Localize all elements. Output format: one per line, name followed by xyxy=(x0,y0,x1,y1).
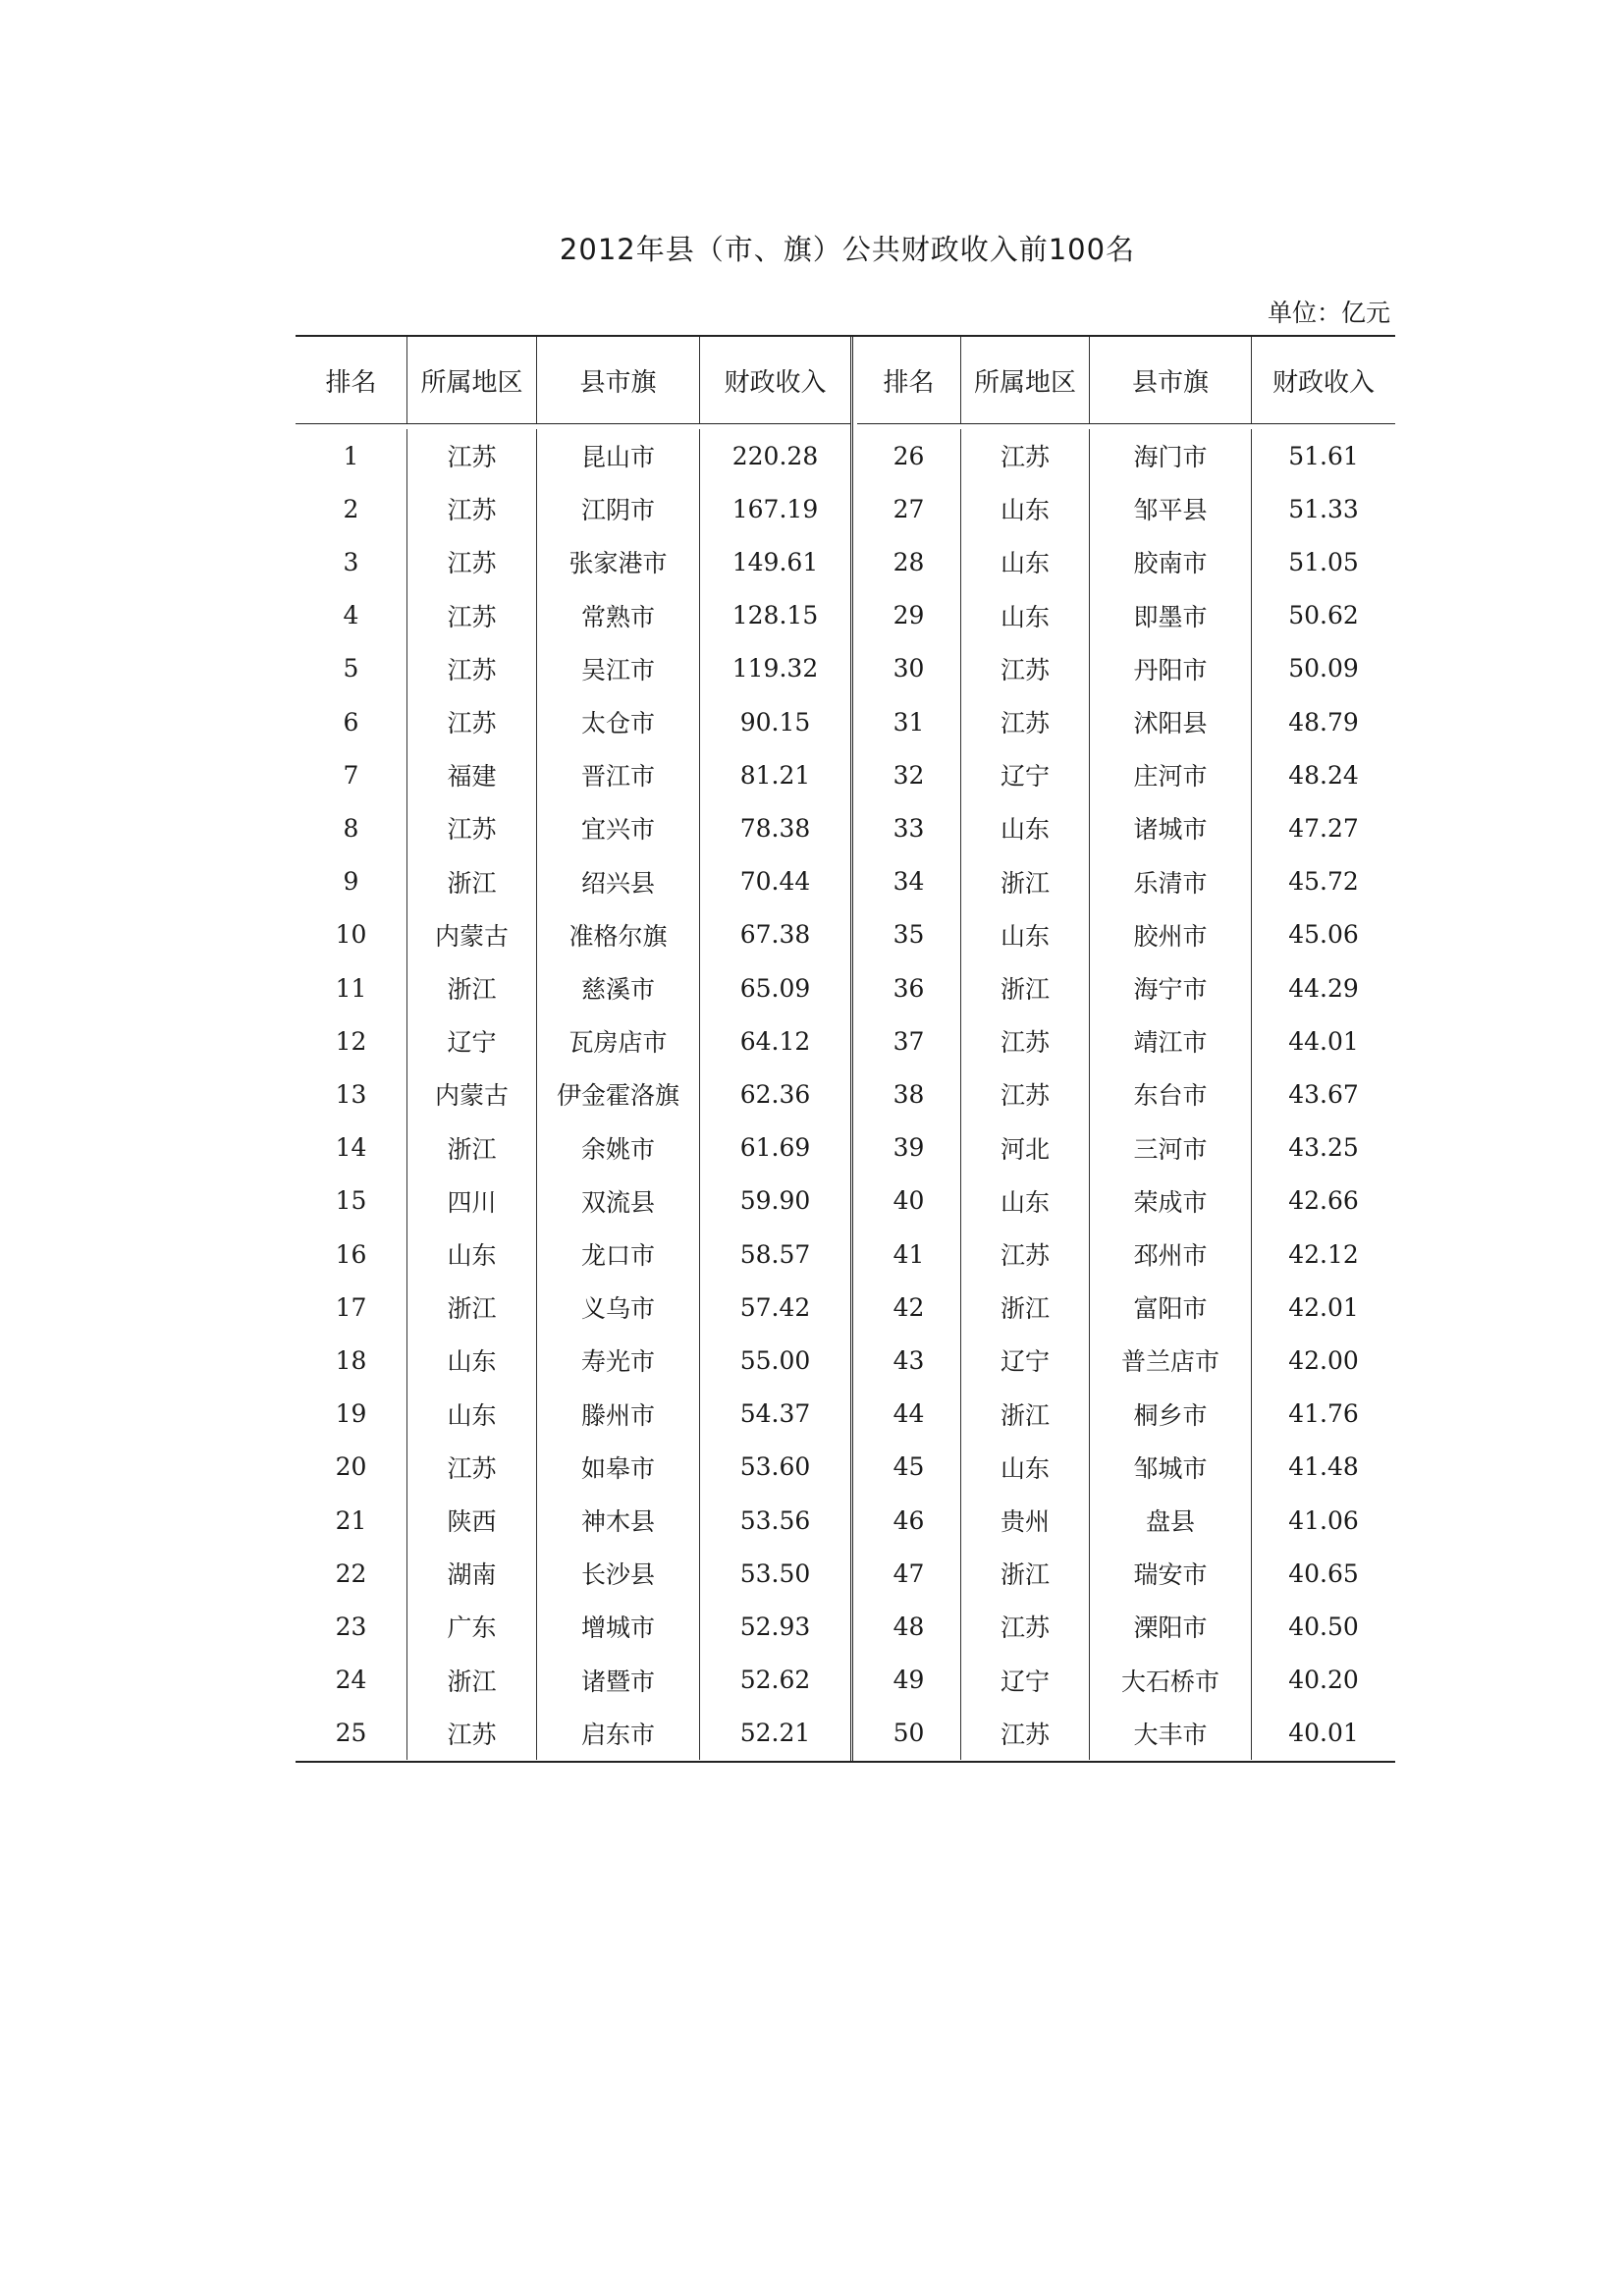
county-cell: 邹城市 xyxy=(1090,1441,1252,1494)
table-row xyxy=(296,855,850,908)
rank-cell: 43 xyxy=(857,1334,961,1387)
table-row xyxy=(857,482,1395,535)
revenue-cell: 48.79 xyxy=(1288,707,1359,737)
county-cell: 张家港市 xyxy=(537,535,700,588)
revenue-cell: 61.69 xyxy=(739,1133,811,1163)
revenue-cell: 90.15 xyxy=(739,707,811,737)
revenue-cell: 52.62 xyxy=(739,1666,811,1695)
rank-cell: 20 xyxy=(296,1441,407,1494)
revenue-cell: 47.27 xyxy=(1288,813,1359,843)
county-cell: 滕州市 xyxy=(537,1388,700,1441)
county-cell: 龙口市 xyxy=(537,1228,700,1281)
revenue-cell: 57.42 xyxy=(739,1292,811,1322)
county-cell: 即墨市 xyxy=(1090,589,1252,642)
region-cell: 山东 xyxy=(961,1441,1090,1494)
rank-cell: 46 xyxy=(857,1494,961,1547)
revenue-cell: 43.67 xyxy=(1288,1079,1359,1109)
table-row xyxy=(296,801,850,854)
region-cell: 江苏 xyxy=(407,482,537,535)
revenue-table xyxy=(296,335,1395,1763)
region-cell: 四川 xyxy=(407,1175,537,1228)
region-cell: 浙江 xyxy=(407,961,537,1014)
region-cell: 江苏 xyxy=(407,1441,537,1494)
county-cell: 大丰市 xyxy=(1090,1707,1252,1760)
county-cell: 荣成市 xyxy=(1090,1175,1252,1228)
county-cell: 伊金霍洛旗 xyxy=(537,1067,700,1121)
revenue-cell: 62.36 xyxy=(739,1079,811,1109)
region-cell: 广东 xyxy=(407,1600,537,1653)
county-cell: 乐清市 xyxy=(1090,855,1252,908)
rank-cell: 24 xyxy=(296,1654,407,1707)
county-cell: 义乌市 xyxy=(537,1281,700,1334)
rank-cell: 6 xyxy=(296,695,407,748)
rank-cell: 48 xyxy=(857,1600,961,1653)
region-cell: 江苏 xyxy=(961,1067,1090,1121)
revenue-cell: 53.60 xyxy=(739,1452,811,1482)
rank-cell: 11 xyxy=(296,961,407,1014)
table-row xyxy=(857,1441,1395,1494)
revenue-cell: 67.38 xyxy=(739,920,811,950)
table-row xyxy=(857,1014,1395,1067)
unit-label: 单位：亿元 xyxy=(1267,299,1390,327)
table-row xyxy=(857,1654,1395,1707)
table-row xyxy=(296,1067,850,1121)
table-row xyxy=(296,429,850,482)
county-cell: 晋江市 xyxy=(537,748,700,801)
region-cell: 江苏 xyxy=(961,695,1090,748)
region-cell: 山东 xyxy=(407,1334,537,1387)
region-cell: 江苏 xyxy=(961,1228,1090,1281)
revenue-cell: 52.93 xyxy=(739,1612,811,1641)
region-cell: 山东 xyxy=(961,908,1090,961)
table-row xyxy=(296,1707,850,1760)
rank-cell: 15 xyxy=(296,1175,407,1228)
county-cell: 大石桥市 xyxy=(1090,1654,1252,1707)
revenue-cell: 44.29 xyxy=(1288,973,1359,1003)
rank-cell: 16 xyxy=(296,1228,407,1281)
rank-cell: 9 xyxy=(296,855,407,908)
table-row xyxy=(857,642,1395,695)
region-cell: 浙江 xyxy=(961,961,1090,1014)
rank-cell: 17 xyxy=(296,1281,407,1334)
county-cell: 桐乡市 xyxy=(1090,1388,1252,1441)
revenue-cell: 40.50 xyxy=(1288,1612,1359,1641)
revenue-cell: 51.33 xyxy=(1288,494,1359,523)
rank-cell: 22 xyxy=(296,1547,407,1600)
county-cell: 盘县 xyxy=(1090,1494,1252,1547)
table-row xyxy=(857,1600,1395,1653)
region-cell: 内蒙古 xyxy=(407,908,537,961)
revenue-cell: 55.00 xyxy=(739,1345,811,1375)
region-cell: 辽宁 xyxy=(961,1334,1090,1387)
region-cell: 江苏 xyxy=(407,1707,537,1760)
rank-cell: 37 xyxy=(857,1014,961,1067)
header-rank: 排名 xyxy=(857,337,961,423)
region-cell: 浙江 xyxy=(961,1547,1090,1600)
table-left-half xyxy=(296,337,850,1761)
rank-cell: 13 xyxy=(296,1067,407,1121)
region-cell: 江苏 xyxy=(407,429,537,482)
revenue-cell: 149.61 xyxy=(731,547,819,576)
table-header-row xyxy=(296,337,850,424)
rank-cell: 21 xyxy=(296,1494,407,1547)
region-cell: 山东 xyxy=(961,801,1090,854)
region-cell: 内蒙古 xyxy=(407,1067,537,1121)
county-cell: 宜兴市 xyxy=(537,801,700,854)
region-cell: 浙江 xyxy=(407,1121,537,1175)
county-cell: 诸城市 xyxy=(1090,801,1252,854)
rank-cell: 42 xyxy=(857,1281,961,1334)
rank-cell: 14 xyxy=(296,1121,407,1175)
revenue-cell: 119.32 xyxy=(731,654,819,683)
table-header-row xyxy=(857,337,1395,424)
rank-cell: 38 xyxy=(857,1067,961,1121)
revenue-cell: 45.06 xyxy=(1288,920,1359,950)
rank-cell: 31 xyxy=(857,695,961,748)
table-row xyxy=(296,1600,850,1653)
rank-cell: 41 xyxy=(857,1228,961,1281)
rank-cell: 47 xyxy=(857,1547,961,1600)
rank-cell: 33 xyxy=(857,801,961,854)
revenue-cell: 40.01 xyxy=(1288,1719,1359,1748)
revenue-cell: 52.21 xyxy=(739,1719,811,1748)
rank-cell: 4 xyxy=(296,589,407,642)
rank-cell: 28 xyxy=(857,535,961,588)
county-cell: 吴江市 xyxy=(537,642,700,695)
revenue-cell: 64.12 xyxy=(739,1026,811,1056)
header-region: 所属地区 xyxy=(407,337,537,423)
region-cell: 江苏 xyxy=(961,1014,1090,1067)
table-row xyxy=(296,1547,850,1600)
county-cell: 东台市 xyxy=(1090,1067,1252,1121)
rank-cell: 44 xyxy=(857,1388,961,1441)
county-cell: 瓦房店市 xyxy=(537,1014,700,1067)
county-cell: 丹阳市 xyxy=(1090,642,1252,695)
rank-cell: 50 xyxy=(857,1707,961,1760)
county-cell: 常熟市 xyxy=(537,589,700,642)
table-row xyxy=(857,908,1395,961)
region-cell: 山东 xyxy=(961,589,1090,642)
region-cell: 浙江 xyxy=(407,855,537,908)
rank-cell: 45 xyxy=(857,1441,961,1494)
county-cell: 瑞安市 xyxy=(1090,1547,1252,1600)
county-cell: 长沙县 xyxy=(537,1547,700,1600)
rank-cell: 18 xyxy=(296,1334,407,1387)
region-cell: 浙江 xyxy=(407,1654,537,1707)
table-row xyxy=(296,695,850,748)
county-cell: 诸暨市 xyxy=(537,1654,700,1707)
county-cell: 太仓市 xyxy=(537,695,700,748)
county-cell: 富阳市 xyxy=(1090,1281,1252,1334)
table-row xyxy=(296,1281,850,1334)
county-cell: 江阴市 xyxy=(537,482,700,535)
rank-cell: 49 xyxy=(857,1654,961,1707)
county-cell: 海门市 xyxy=(1090,429,1252,482)
region-cell: 江苏 xyxy=(407,589,537,642)
table-row xyxy=(296,589,850,642)
county-cell: 增城市 xyxy=(537,1600,700,1653)
revenue-cell: 54.37 xyxy=(739,1399,811,1429)
region-cell: 辽宁 xyxy=(407,1014,537,1067)
county-cell: 启东市 xyxy=(537,1707,700,1760)
header-county: 县市旗 xyxy=(537,337,700,423)
rank-cell: 2 xyxy=(296,482,407,535)
table-row xyxy=(857,1121,1395,1175)
revenue-cell: 44.01 xyxy=(1288,1026,1359,1056)
revenue-cell: 41.06 xyxy=(1288,1505,1359,1535)
table-row xyxy=(296,1014,850,1067)
table-row xyxy=(857,1707,1395,1760)
table-row xyxy=(296,961,850,1014)
rank-cell: 34 xyxy=(857,855,961,908)
county-cell: 绍兴县 xyxy=(537,855,700,908)
county-cell: 沭阳县 xyxy=(1090,695,1252,748)
region-cell: 浙江 xyxy=(961,1388,1090,1441)
region-cell: 江苏 xyxy=(961,1600,1090,1653)
rank-cell: 27 xyxy=(857,482,961,535)
county-cell: 双流县 xyxy=(537,1175,700,1228)
table-row xyxy=(296,482,850,535)
rank-cell: 36 xyxy=(857,961,961,1014)
region-cell: 辽宁 xyxy=(961,748,1090,801)
county-cell: 溧阳市 xyxy=(1090,1600,1252,1653)
table-row xyxy=(857,535,1395,588)
county-cell: 三河市 xyxy=(1090,1121,1252,1175)
table-right-half xyxy=(857,337,1395,1761)
revenue-cell: 167.19 xyxy=(731,494,819,523)
header-revenue: 财政收入 xyxy=(724,367,827,398)
county-cell: 邹平县 xyxy=(1090,482,1252,535)
county-cell: 神木县 xyxy=(537,1494,700,1547)
region-cell: 江苏 xyxy=(961,1707,1090,1760)
rank-cell: 1 xyxy=(296,429,407,482)
revenue-cell: 43.25 xyxy=(1288,1133,1359,1163)
table-row xyxy=(857,1175,1395,1228)
revenue-cell: 51.61 xyxy=(1288,441,1359,470)
revenue-cell: 59.90 xyxy=(739,1186,811,1216)
region-cell: 湖南 xyxy=(407,1547,537,1600)
rank-cell: 5 xyxy=(296,642,407,695)
table-row xyxy=(296,748,850,801)
rank-cell: 10 xyxy=(296,908,407,961)
county-cell: 普兰店市 xyxy=(1090,1334,1252,1387)
revenue-cell: 42.12 xyxy=(1288,1239,1359,1269)
table-row xyxy=(857,695,1395,748)
county-cell: 靖江市 xyxy=(1090,1014,1252,1067)
revenue-cell: 48.24 xyxy=(1288,760,1359,790)
county-cell: 寿光市 xyxy=(537,1334,700,1387)
region-cell: 浙江 xyxy=(407,1281,537,1334)
revenue-cell: 40.65 xyxy=(1288,1558,1359,1588)
rank-cell: 8 xyxy=(296,801,407,854)
region-cell: 山东 xyxy=(961,535,1090,588)
county-cell: 昆山市 xyxy=(537,429,700,482)
revenue-cell: 65.09 xyxy=(739,973,811,1003)
region-cell: 贵州 xyxy=(961,1494,1090,1547)
revenue-cell: 42.00 xyxy=(1288,1345,1359,1375)
revenue-cell: 50.62 xyxy=(1288,601,1359,630)
revenue-cell: 41.48 xyxy=(1288,1452,1359,1482)
table-row xyxy=(857,801,1395,854)
region-cell: 江苏 xyxy=(961,642,1090,695)
rank-cell: 26 xyxy=(857,429,961,482)
header-revenue: 财政收入 xyxy=(1271,367,1375,398)
revenue-cell: 50.09 xyxy=(1288,654,1359,683)
center-double-rule xyxy=(850,337,853,1761)
county-cell: 胶州市 xyxy=(1090,908,1252,961)
table-row xyxy=(296,1334,850,1387)
rank-cell: 39 xyxy=(857,1121,961,1175)
county-cell: 庄河市 xyxy=(1090,748,1252,801)
rank-cell: 19 xyxy=(296,1388,407,1441)
rank-cell: 3 xyxy=(296,535,407,588)
county-cell: 余姚市 xyxy=(537,1121,700,1175)
region-cell: 江苏 xyxy=(407,535,537,588)
region-cell: 福建 xyxy=(407,748,537,801)
table-row xyxy=(296,535,850,588)
table-row xyxy=(857,1228,1395,1281)
table-row xyxy=(296,1441,850,1494)
table-row xyxy=(857,1281,1395,1334)
rank-cell: 29 xyxy=(857,589,961,642)
region-cell: 山东 xyxy=(961,1175,1090,1228)
revenue-cell: 42.66 xyxy=(1288,1186,1359,1216)
table-row xyxy=(857,961,1395,1014)
table-row xyxy=(857,855,1395,908)
region-cell: 江苏 xyxy=(407,642,537,695)
table-row xyxy=(857,1494,1395,1547)
county-cell: 准格尔旗 xyxy=(537,908,700,961)
table-row xyxy=(857,1334,1395,1387)
table-row xyxy=(857,1547,1395,1600)
rank-cell: 12 xyxy=(296,1014,407,1067)
revenue-cell: 128.15 xyxy=(731,601,819,630)
revenue-cell: 58.57 xyxy=(739,1239,811,1269)
revenue-cell: 42.01 xyxy=(1288,1292,1359,1322)
county-cell: 邳州市 xyxy=(1090,1228,1252,1281)
table-row xyxy=(296,1228,850,1281)
header-rank: 排名 xyxy=(296,337,407,423)
rank-cell: 30 xyxy=(857,642,961,695)
county-cell: 海宁市 xyxy=(1090,961,1252,1014)
header-region: 所属地区 xyxy=(961,337,1090,423)
table-row xyxy=(296,1388,850,1441)
table-row xyxy=(296,1175,850,1228)
table-row xyxy=(857,1067,1395,1121)
revenue-cell: 45.72 xyxy=(1288,867,1359,897)
header-county: 县市旗 xyxy=(1090,337,1252,423)
region-cell: 陕西 xyxy=(407,1494,537,1547)
region-cell: 浙江 xyxy=(961,1281,1090,1334)
table-row xyxy=(857,589,1395,642)
rank-cell: 7 xyxy=(296,748,407,801)
region-cell: 山东 xyxy=(961,482,1090,535)
region-cell: 江苏 xyxy=(407,801,537,854)
region-cell: 河北 xyxy=(961,1121,1090,1175)
table-row xyxy=(296,1494,850,1547)
region-cell: 山东 xyxy=(407,1228,537,1281)
county-cell: 如皋市 xyxy=(537,1441,700,1494)
region-cell: 山东 xyxy=(407,1388,537,1441)
rank-cell: 40 xyxy=(857,1175,961,1228)
revenue-cell: 41.76 xyxy=(1288,1399,1359,1429)
rank-cell: 35 xyxy=(857,908,961,961)
table-row xyxy=(296,1654,850,1707)
revenue-cell: 78.38 xyxy=(739,813,811,843)
rank-cell: 23 xyxy=(296,1600,407,1653)
region-cell: 江苏 xyxy=(407,695,537,748)
region-cell: 辽宁 xyxy=(961,1654,1090,1707)
region-cell: 江苏 xyxy=(961,429,1090,482)
table-row xyxy=(296,1121,850,1175)
county-cell: 慈溪市 xyxy=(537,961,700,1014)
revenue-cell: 53.50 xyxy=(739,1558,811,1588)
table-row xyxy=(296,908,850,961)
rank-cell: 32 xyxy=(857,748,961,801)
revenue-cell: 220.28 xyxy=(731,441,819,470)
revenue-cell: 70.44 xyxy=(739,867,811,897)
document-title: 2012年县（市、旗）公共财政收入前100名 xyxy=(559,233,1136,266)
revenue-cell: 40.20 xyxy=(1288,1666,1359,1695)
region-cell: 浙江 xyxy=(961,855,1090,908)
table-row xyxy=(857,748,1395,801)
revenue-cell: 51.05 xyxy=(1288,547,1359,576)
rank-cell: 25 xyxy=(296,1707,407,1760)
revenue-cell: 53.56 xyxy=(739,1505,811,1535)
revenue-cell: 81.21 xyxy=(739,760,811,790)
table-row xyxy=(857,429,1395,482)
table-row xyxy=(296,642,850,695)
table-row xyxy=(857,1388,1395,1441)
county-cell: 胶南市 xyxy=(1090,535,1252,588)
